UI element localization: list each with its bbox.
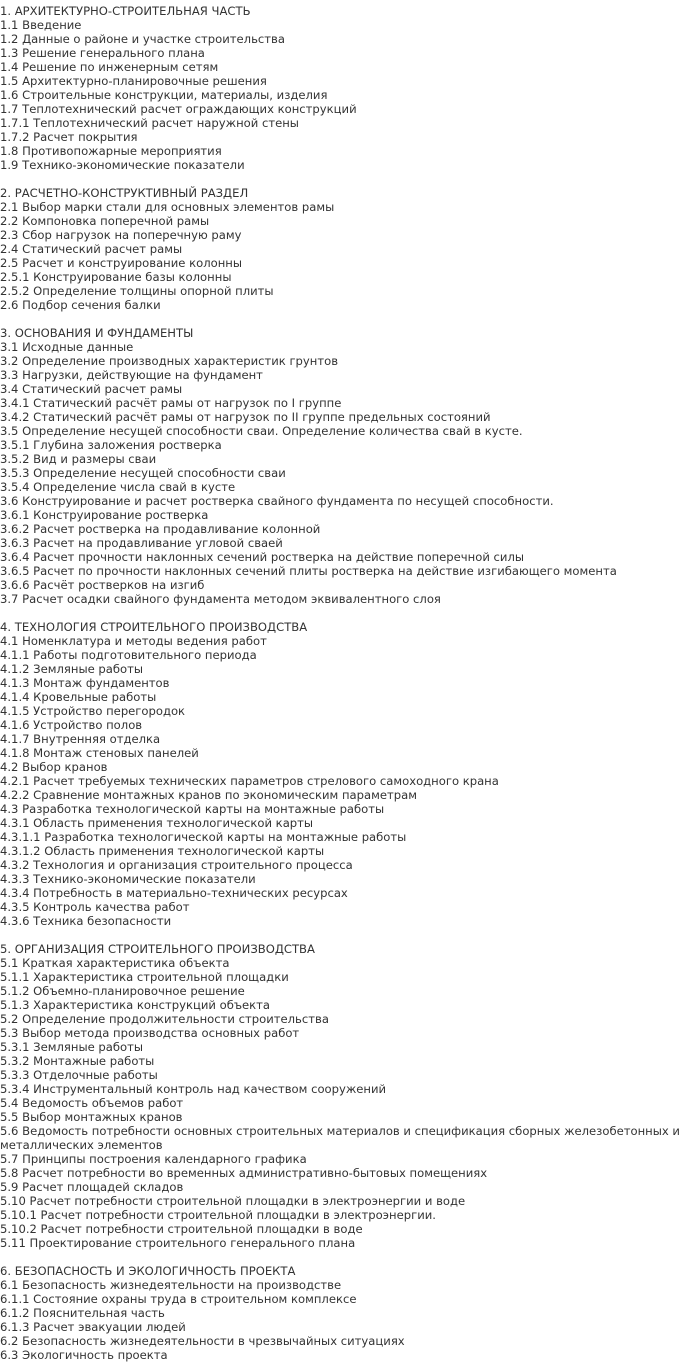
toc-entry: 5.3.2 Монтажные работы: [0, 1054, 155, 1068]
toc-entry: 4.3.5 Контроль качества работ: [0, 900, 190, 914]
toc-entry: 1.9 Технико-экономические показатели: [0, 158, 245, 172]
toc-section: [0, 326, 700, 606]
toc-entry: 4.1.6 Устройство полов: [0, 718, 143, 732]
toc-entry: 5.9 Расчет площадей складов: [0, 1180, 184, 1194]
toc-entry: 5.1.1 Характеристика строительной площадки: [0, 970, 289, 984]
toc-entry: 3.5.3 Определение несущей способности сваи: [0, 466, 286, 480]
toc-entry: 2.5.1 Конструирование базы колонны: [0, 270, 232, 284]
toc-entry: 2.1 Выбор марки стали для основных элементов рамы: [0, 200, 335, 214]
toc-entry: 4.3 Разработка технологической карты на монтажные работы: [0, 802, 385, 816]
section-heading: 2. РАСЧЕТНО-КОНСТРУКТИВНЫЙ РАЗДЕЛ: [0, 186, 249, 200]
toc-entry: 6.1.2 Пояснительная часть: [0, 1306, 165, 1320]
toc-entry: 6.1 Безопасность жизнедеятельности на производстве: [0, 1278, 342, 1292]
toc-entry: 3.6.4 Расчет прочности наклонных сечений ростверка на действие поперечной силы: [0, 550, 525, 564]
section-heading: 3. ОСНОВАНИЯ И ФУНДАМЕНТЫ: [0, 326, 194, 340]
toc-entry: 5.5 Выбор монтажных кранов: [0, 1110, 183, 1124]
toc-entry: 4.3.6 Техника безопасности: [0, 914, 172, 928]
toc-entry: 3.4.1 Статический расчёт рамы от нагрузок по I группе: [0, 396, 342, 410]
toc-entry: 3.6.6 Расчёт ростверков на изгиб: [0, 578, 205, 592]
toc-entry: 4.3.1.1 Разработка технологической карты на монтажные работы: [0, 830, 407, 844]
toc-entry: 3.6.2 Расчет ростверка на продавливание колонной: [0, 522, 321, 536]
toc-entry: 5.8 Расчет потребности во временных административно-бытовых помещениях: [0, 1166, 488, 1180]
toc-entry: 3.5.2 Вид и размеры сваи: [0, 452, 157, 466]
section-heading: 6. БЕЗОПАСНОСТЬ И ЭКОЛОГИЧНОСТЬ ПРОЕКТА: [0, 1264, 296, 1278]
toc-entry: 4.1.8 Монтаж стеновых панелей: [0, 746, 199, 760]
toc-entry: 4.1.5 Устройство перегородок: [0, 704, 186, 718]
toc-entry: 4.3.1 Область применения технологической карты: [0, 816, 314, 830]
toc-entry: 1.1 Введение: [0, 18, 82, 32]
toc-entry: 3.2 Определение производных характеристик грунтов: [0, 354, 339, 368]
toc-entry: 4.3.3 Технико-экономические показатели: [0, 872, 256, 886]
toc-entry: 3.6.3 Расчет на продавливание угловой сваей: [0, 536, 283, 550]
toc-entry: 3.5 Определение несущей способности сваи. Определение количества свай в кусте.: [0, 424, 523, 438]
toc-entry: 4.1.2 Земляные работы: [0, 662, 144, 676]
toc-entry: 1.2 Данные о районе и участке строительства: [0, 32, 285, 46]
toc-entry: 4.1 Номенклатура и методы ведения работ: [0, 634, 267, 648]
toc-entry: 5.2 Определение продолжительности строительства: [0, 1012, 329, 1026]
toc-entry: 5.10.2 Расчет потребности строительной площадки в воде: [0, 1222, 363, 1236]
toc-entry: 6.1.3 Расчет эвакуации людей: [0, 1320, 186, 1334]
toc-entry: 4.3.4 Потребность в материально-технических ресурсах: [0, 886, 348, 900]
toc-entry: 5.7 Принципы построения календарного графика: [0, 1152, 307, 1166]
toc-entry: 4.1.3 Монтаж фундаментов: [0, 676, 170, 690]
toc-entry: 1.3 Решение генерального плана: [0, 46, 205, 60]
toc-entry: 3.5.1 Глубина заложения ростверка: [0, 438, 222, 452]
toc-entry: 1.7 Теплотехнический расчет ограждающих конструкций: [0, 102, 357, 116]
toc-entry: 6.3 Экологичность проекта: [0, 1348, 168, 1362]
toc-entry: 5.1.3 Характеристика конструкций объекта: [0, 998, 271, 1012]
section-heading: 5. ОРГАНИЗАЦИЯ СТРОИТЕЛЬНОГО ПРОИЗВОДСТВА: [0, 942, 315, 956]
toc-entry: 5.3.4 Инструментальный контроль над качеством сооружений: [0, 1082, 387, 1096]
toc-entry: 4.3.1.2 Область применения технологической карты: [0, 844, 325, 858]
toc-entry: 3.3 Нагрузки, действующие на фундамент: [0, 368, 263, 382]
toc-section: [0, 1264, 700, 1362]
toc-entry: 2.5.2 Определение толщины опорной плиты: [0, 284, 274, 298]
toc-entry: 3.5.4 Определение числа свай в кусте: [0, 480, 236, 494]
toc-entry: 5.3 Выбор метода производства основных работ: [0, 1026, 300, 1040]
toc-entry: 1.7.2 Расчет покрытия: [0, 130, 138, 144]
toc-entry: 4.1.1 Работы подготовительного периода: [0, 648, 257, 662]
toc-entry: 6.2 Безопасность жизнедеятельности в чрезвычайных ситуациях: [0, 1334, 405, 1348]
section-heading: 1. АРХИТЕКТУРНО-СТРОИТЕЛЬНАЯ ЧАСТЬ: [0, 4, 251, 18]
toc-entry: 3.6 Конструирование и расчет ростверка свайного фундамента по несущей способности.: [0, 494, 554, 508]
toc-entry: 3.4 Статический расчет рамы: [0, 382, 183, 396]
toc-entry: 5.3.1 Земляные работы: [0, 1040, 144, 1054]
toc-entry: 2.3 Сбор нагрузок на поперечную раму: [0, 228, 242, 242]
toc-entry: 4.3.2 Технология и организация строительного процесса: [0, 858, 353, 872]
toc-entry: 3.6.5 Расчет по прочности наклонных сечений плиты ростверка на действие изгибающего момента: [0, 564, 617, 578]
toc-entry: 5.4 Ведомость объемов работ: [0, 1096, 184, 1110]
toc-entry: 4.2.1 Расчет требуемых технических параметров стрелового самоходного крана: [0, 774, 499, 788]
toc-entry: 1.4 Решение по инженерным сетям: [0, 60, 219, 74]
toc-entry: 2.4 Статический расчет рамы: [0, 242, 183, 256]
toc-section: [0, 4, 700, 172]
toc-entry: 2.2 Компоновка поперечной рамы: [0, 214, 210, 228]
toc-entry: 1.6 Строительные конструкции, материалы, изделия: [0, 88, 328, 102]
toc-entry: 5.11 Проектирование строительного генерального плана: [0, 1236, 356, 1250]
toc-entry: 3.6.1 Конструирование ростверка: [0, 508, 209, 522]
toc-entry: 1.7.1 Теплотехнический расчет наружной стены: [0, 116, 299, 130]
toc-entry: 2.5 Расчет и конструирование колонны: [0, 256, 243, 270]
section-heading: 4. ТЕХНОЛОГИЯ СТРОИТЕЛЬНОГО ПРОИЗВОДСТВА: [0, 620, 308, 634]
toc-entry: 4.1.4 Кровельные работы: [0, 690, 157, 704]
toc-entry: 4.1.7 Внутренняя отделка: [0, 732, 161, 746]
toc-entry: 3.1 Исходные данные: [0, 340, 134, 354]
toc-entry: 2.6 Подбор сечения балки: [0, 298, 161, 312]
toc-entry: 5.3.3 Отделочные работы: [0, 1068, 158, 1082]
toc-entry: 5.10.1 Расчет потребности строительной площадки в электроэнергии.: [0, 1208, 436, 1222]
toc-entry: 3.4.2 Статический расчёт рамы от нагрузок по II группе предельных состояний: [0, 410, 491, 424]
toc-entry: 5.1.2 Объемно-планировочное решение: [0, 984, 245, 998]
toc-section: [0, 620, 700, 928]
toc-entry: 1.5 Архитектурно-планировочные решения: [0, 74, 267, 88]
toc-entry: 5.6 Ведомость потребности основных строительных материалов и спецификация сборных железобетонных и металлических элементов: [0, 1124, 680, 1152]
toc-entry: 3.7 Расчет осадки свайного фундамента методом эквивалентного слоя: [0, 592, 441, 606]
toc-entry: 5.1 Краткая характеристика объекта: [0, 956, 230, 970]
toc-entry: 4.2 Выбор кранов: [0, 760, 108, 774]
toc-section: [0, 942, 700, 1250]
toc-entry: 1.8 Противопожарные мероприятия: [0, 144, 222, 158]
toc-section: [0, 186, 700, 312]
toc-entry: 4.2.2 Сравнение монтажных кранов по экономическим параметрам: [0, 788, 417, 802]
toc-entry: 5.10 Расчет потребности строительной площадки в электроэнергии и воде: [0, 1194, 466, 1208]
toc-entry: 6.1.1 Состояние охраны труда в строительном комплексе: [0, 1292, 357, 1306]
